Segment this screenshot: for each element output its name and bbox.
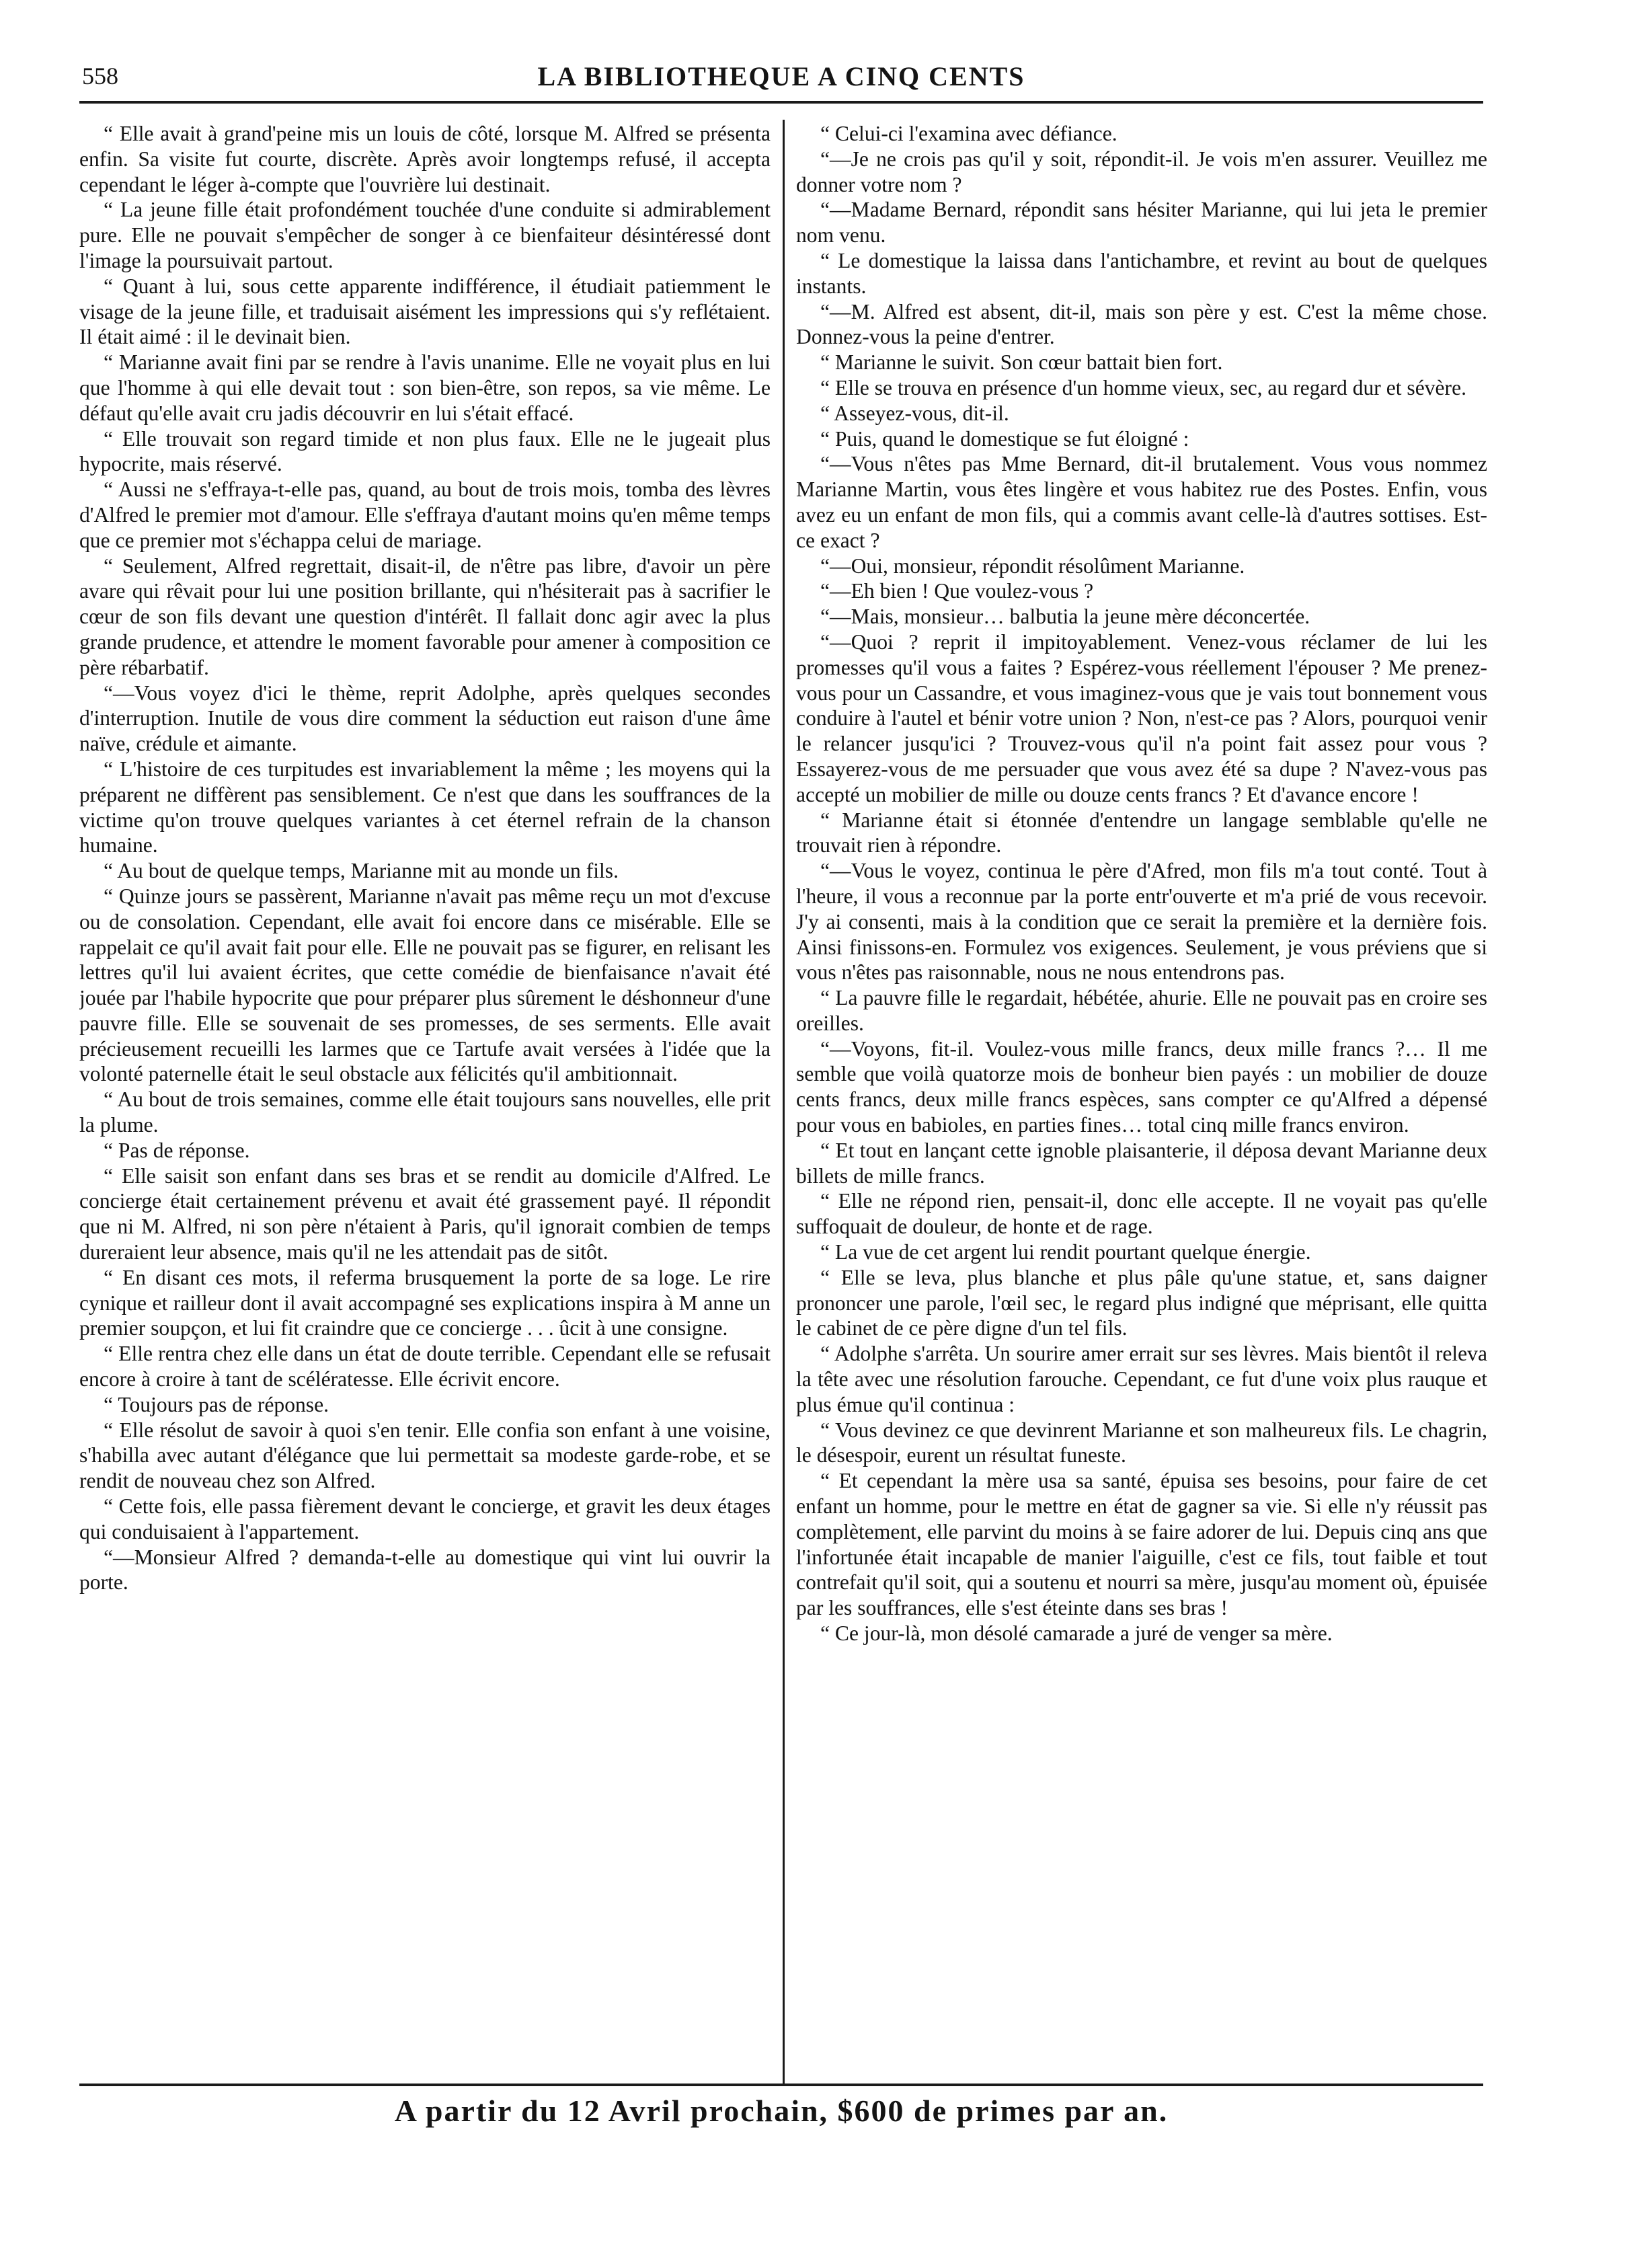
paragraph: “ Au bout de quelque temps, Marianne mit au monde un fils. — [104, 859, 619, 883]
paragraph: “—Monsieur Alfred ? demanda-t-elle au domestique qui vint lui ouvrir la porte. — [79, 1545, 771, 1595]
paragraph: “ Pas de réponse. — [104, 1138, 250, 1162]
paragraph: “—Vous voyez d'ici le thème, reprit Adolphe, après quelques secondes d'interruption. Inutile de vous dire comment la séduction eut raison d'une âme naïve, crédule et aimante. — [79, 681, 771, 756]
paragraph: “ Elle avait à grand'peine mis un louis de côté, lorsque M. Alfred se présenta enfin. Sa visite fut courte, discrète. Après avoir longtemps refusé, il accepta cependant le léger à-compte que l'ouvrière lui destinait. — [79, 122, 771, 196]
paragraph: “ L'histoire de ces turpitudes est invariablement la même ; les moyens qui la préparent ne diffèrent pas sensiblement. Ce n'est que dans les souffrances de la victime qu'on trouve quelques variantes à cet éternel refrain de la chanson humaine. — [79, 757, 771, 857]
paragraph: “ Et tout en lançant cette ignoble plaisanterie, il déposa devant Marianne deux billets de mille francs. — [796, 1138, 1487, 1188]
paragraph: “ Et cependant la mère usa sa santé, épuisa ses besoins, pour faire de cet enfant un homme, pour le mettre en état de gagner sa vie. Si elle n'y réussit pas complètement, elle parvint du moins à se faire adorer de lui. Depuis cinq ans que l'infortunée était incapable de manier l'aiguille, c'est ce fils, tout faible et tout contrefait qu'il soit, qui a soutenu et nourri sa mère, jusqu'au moment où, épuisée par les souffrances, elle s'est éteinte dans ses bras ! — [796, 1469, 1487, 1620]
paragraph: “ Celui-ci l'examina avec défiance. — [820, 122, 1117, 145]
paragraph: “—Voyons, fit-il. Voulez-vous mille francs, deux mille francs ?… Il me semble que voilà quatorze mois de bonheur bien payés : un mobilier de douze cents francs, deux mille francs espèces, sans compter ce qu'Alfred a dépensé pour vous en babioles, en parties fines… total cinq mille francs environ. — [796, 1036, 1487, 1137]
running-title: LA BIBLIOTHEQUE A CINQ CENTS — [537, 61, 1025, 91]
paragraph: “ Elle ne répond rien, pensait-il, donc elle accepte. Il ne voyait pas qu'elle suffoquait de douleur, de honte et de rage. — [796, 1189, 1487, 1239]
left-column — [79, 121, 771, 2065]
page-number: 558 — [82, 63, 118, 89]
page-header — [79, 58, 1483, 104]
paragraph: “ Seulement, Alfred regrettait, disait-il, de n'être pas libre, d'avoir un père avare qui rêvait pour lui une position brillante, qui n'hésiterait pas à sacrifier le cœur de son fils devant une question d'intérêt. Il fallait donc agir avec la plus grande prudence, et attendre le moment favorable pour amener à composition ce père rébarbatif. — [79, 553, 771, 679]
paragraph: “ Elle résolut de savoir à quoi s'en tenir. Elle confia son enfant à une voisine, s'habilla avec autant d'élégance que lui permettait sa modeste garde-robe, et se rendit de nouveau chez son Alfred. — [79, 1418, 771, 1493]
footer-banner: A partir du 12 Avril prochain, $600 de primes par an. — [394, 2094, 1169, 2128]
paragraph: “ Aussi ne s'effraya-t-elle pas, quand, au bout de trois mois, tomba des lèvres d'Alfred le premier mot d'amour. Elle s'effraya d'autant moins qu'en même temps que ce premier mot s'échappa celui de mariage. — [79, 477, 771, 552]
paragraph: “—Je ne crois pas qu'il y soit, répondit-il. Je vois m'en assurer. Veuillez me donner votre nom ? — [796, 147, 1487, 196]
paragraph: “ Au bout de trois semaines, comme elle était toujours sans nouvelles, elle prit la plume. — [79, 1087, 771, 1137]
paragraph: “ Elle saisit son enfant dans ses bras et se rendit au domicile d'Alfred. Le concierge était certainement prévenu et avait été grassement payé. Il répondit que ni M. Alfred, ni son père n'étaient à Paris, qu'il ignorait combien de temps dureraient leur absence, mais qu'il ne les attendait pas de sitôt. — [79, 1163, 771, 1264]
paragraph: “ Asseyez-vous, dit-il. — [820, 401, 1009, 425]
footer-rule — [79, 2084, 1483, 2086]
paragraph: “—Oui, monsieur, répondit résolûment Marianne. — [820, 553, 1245, 578]
paragraph: “ Elle se trouva en présence d'un homme vieux, sec, au regard dur et sévère. — [820, 375, 1467, 399]
paragraph: “ Elle se leva, plus blanche et plus pâle qu'une statue, et, sans daigner prononcer une parole, l'œil sec, le regard plus indigné que méprisant, elle quitta le cabinet de ce père digne d'un tel fils. — [796, 1265, 1487, 1340]
paragraph: “—M. Alfred est absent, dit-il, mais son père y est. C'est la même chose. Donnez-vous la peine d'entrer. — [796, 299, 1487, 349]
right-column — [796, 121, 1487, 2065]
paragraph: “ En disant ces mots, il referma brusquement la porte de sa loge. Le rire cynique et railleur dont il avait accompagné ses explications inspira à M anne un premier soupçon, et lui fit craindre que ce concierge . . . ûcit à une consigne. — [79, 1265, 771, 1340]
paragraph: “ Marianne avait fini par se rendre à l'avis unanime. Elle ne voyait plus en lui que l'homme à qui elle devait tout : son bien-être, son repos, sa vie même. Le défaut qu'elle avait cru jadis découvrir en lui s'était effacé. — [79, 350, 771, 425]
paragraph: “ La pauvre fille le regardait, hébétée, ahurie. Elle ne pouvait pas en croire ses oreilles. — [796, 986, 1487, 1035]
paragraph: “ Vous devinez ce que devinrent Marianne et son malheureux fils. Le chagrin, le désespoir, eurent un résultat funeste. — [796, 1418, 1487, 1467]
paragraph: “ Cette fois, elle passa fièrement devant le concierge, et gravit les deux étages qui conduisaient à l'appartement. — [79, 1494, 771, 1543]
paragraph: “—Quoi ? reprit il impitoyablement. Venez-vous réclamer de lui les promesses qu'il vous a faites ? Espérez-vous réellement l'épouser ? Me prenez-vous pour un Cassandre, et vous imaginez-vous que je vais tout bonnement vous conduire à l'autel et bénir votre union ? Non, n'est-ce pas ? Alors, pourquoi venir le relancer jusqu'ici ? Trouvez-vous qu'il n'a point fait assez pour vous ? Essayerez-vous de me persuader que vous avez été sa dupe ? N'avez-vous pas accepté un mobilier de mille ou douze cents francs ? Et d'avance encore ! — [796, 629, 1487, 806]
paragraph: “ Elle trouvait son regard timide et non plus faux. Elle ne le jugeait plus hypocrite, mais réservé. — [79, 426, 771, 476]
paragraph: “ Toujours pas de réponse. — [104, 1392, 329, 1416]
paragraph: “ Le domestique la laissa dans l'antichambre, et revint au bout de quelques instants. — [796, 248, 1487, 298]
paragraph: “ Quant à lui, sous cette apparente indifférence, il étudiait patiemment le visage de la jeune fille, et traduisait aisément les impressions qui s'y reflétaient. Il était aimé : il le devinait bien. — [79, 274, 771, 349]
paragraph: “ Quinze jours se passèrent, Marianne n'avait pas même reçu un mot d'excuse ou de consolation. Cependant, elle avait foi encore dans ce misérable. Elle se rappelait ce qu'il avait fait pour elle. Elle ne pouvait pas se figurer, en relisant les lettres qu'il lui avaient écrites, que cette comédie de bienfaisance n'avait été jouée par l'habile hypocrite que pour préparer plus sûrement le déshonneur d'une pauvre fille. Elle se souvenait de ses promesses, de ses serments. Elle avait précieusement recueilli les larmes que ce Tartufe avait versées à l'idée que la volonté paternelle était le seul obstacle aux félicités qu'il ambitionnait. — [79, 884, 771, 1086]
paragraph: “ Ce jour-là, mon désolé camarade a juré de venger sa mère. — [820, 1621, 1333, 1646]
column-divider — [783, 120, 785, 2085]
paragraph: “ La vue de cet argent lui rendit pourtant quelque énergie. — [820, 1240, 1311, 1264]
paragraph: “ La jeune fille était profondément touchée d'une conduite si admirablement pure. Elle ne pouvait s'empêcher de songer à ce bienfaiteur désintéressé dont l'image la poursuivait partout. — [79, 198, 771, 272]
paragraph: “—Madame Bernard, répondit sans hésiter Marianne, qui lui jeta le premier nom venu. — [796, 198, 1487, 247]
paragraph: “—Mais, monsieur… balbutia la jeune mère déconcertée. — [820, 605, 1310, 629]
paragraph: “ Marianne le suivit. Son cœur battait bien fort. — [820, 350, 1223, 375]
paragraph: “ Puis, quand le domestique se fut éloigné : — [820, 426, 1189, 451]
paragraph: “—Eh bien ! Que voulez-vous ? — [820, 579, 1094, 603]
paragraph: “ Marianne était si étonnée d'entendre un langage semblable qu'elle ne trouvait rien à répondre. — [796, 808, 1487, 857]
paragraph: “—Vous n'êtes pas Mme Bernard, dit-il brutalement. Vous vous nommez Marianne Martin, vous êtes lingère et vous habitez rue des Postes. Enfin, vous avez eu un enfant de mon fils, qui a commis avant celle-là d'autres sottises. Est-ce exact ? — [796, 452, 1487, 552]
paragraph: “—Vous le voyez, continua le père d'Afred, mon fils m'a tout conté. Tout à l'heure, il vous a reconnue par la porte entr'ouverte et m'a prié de vous recevoir. J'y ai consenti, mais à la condition que ce serait la première et la dernière fois. Ainsi finissons-en. Formulez vos exigences. Seulement, je vous préviens que si vous n'êtes pas raisonnable, nous ne nous entendrons pas. — [796, 859, 1487, 985]
paragraph: “ Elle rentra chez elle dans un état de doute terrible. Cependant elle se refusait encore à croire à tant de scélératesse. Elle écrivit encore. — [79, 1342, 771, 1391]
paragraph: “ Adolphe s'arrêta. Un sourire amer errait sur ses lèvres. Mais bientôt il releva la tête avec une résolution farouche. Cependant, ce fut d'une voix plus rauque et plus émue qu'il continua : — [796, 1342, 1487, 1416]
